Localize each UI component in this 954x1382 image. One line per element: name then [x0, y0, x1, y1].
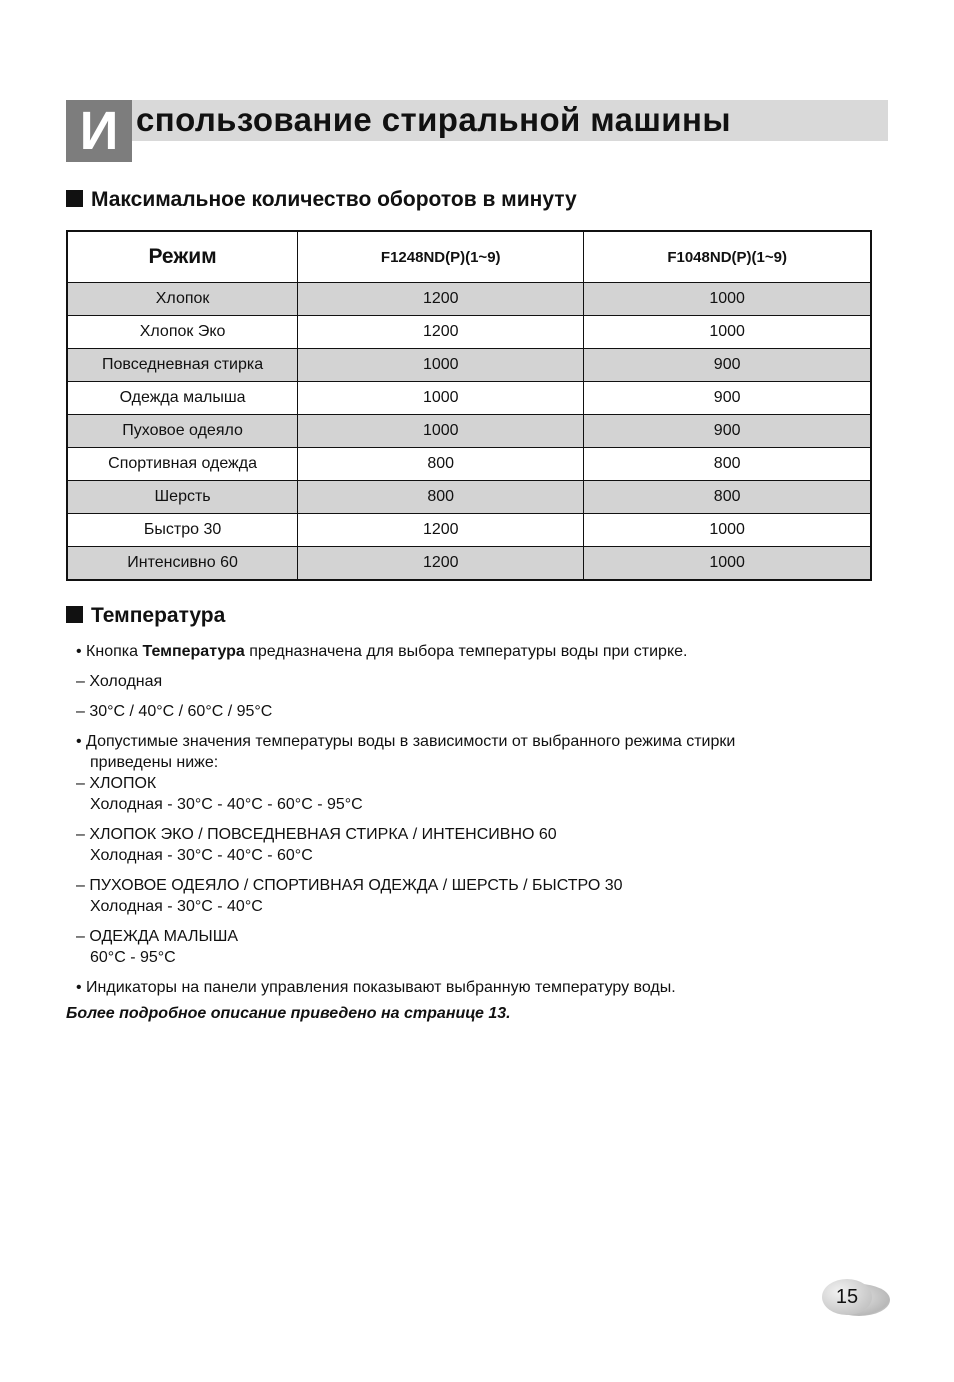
table-row	[67, 514, 871, 547]
rpm-cell: 1000	[298, 382, 584, 415]
rpm-cell: 1200	[298, 316, 584, 349]
rpm-heading-text: Максимальное количество оборотов в минуту	[91, 188, 577, 211]
table-row	[67, 481, 871, 514]
temperature-heading-text: Температура	[91, 604, 226, 627]
rpm-cell: 900	[584, 349, 871, 382]
square-bullet-icon	[66, 606, 83, 623]
mode-cell: Быстро 30	[143, 521, 222, 538]
group-values: 60°C - 95°C	[90, 949, 176, 966]
bullet1-bold: Температура	[142, 643, 245, 660]
mode-cell: Интенсивно 60	[127, 554, 238, 571]
bullet1-post: предназначена для выбора температуры воды при стирке.	[244, 643, 688, 660]
rpm-cell: 800	[298, 481, 584, 514]
bullet-allowed-values: • Допустимые значения температуры воды в зависимости от выбранного режима стирки	[76, 733, 736, 750]
table-row	[67, 547, 871, 581]
table-row	[67, 415, 871, 448]
rpm-cell: 1000	[584, 316, 871, 349]
group-name: – ОДЕЖДА МАЛЫША	[76, 928, 239, 945]
mode-cell: Одежда малыша	[119, 389, 246, 406]
column-header-model-1: F1248ND(P)(1~9)	[298, 231, 584, 283]
option-temperatures: – 30°C / 40°C / 60°C / 95°C	[76, 703, 273, 720]
mode-cell: Шерсть	[154, 488, 211, 505]
rpm-cell: 800	[584, 481, 871, 514]
rpm-cell: 1000	[584, 514, 871, 547]
mode-cell: Пуховое одеяло	[122, 422, 243, 439]
mode-cell: Хлопок Эко	[139, 323, 226, 340]
group-name: – ХЛОПОК	[76, 775, 157, 792]
rpm-cell: 1200	[298, 283, 584, 316]
rpm-cell: 1200	[298, 514, 584, 547]
column-header-mode: Режим	[67, 231, 298, 283]
group-values: Холодная - 30°C - 40°C	[90, 898, 263, 915]
table-row	[67, 448, 871, 481]
rpm-section-heading	[66, 188, 577, 212]
group-values: Холодная - 30°C - 40°C - 60°C	[90, 847, 313, 864]
bullet-indicators: • Индикаторы на панели управления показывают выбранную температуру воды.	[76, 979, 676, 996]
group-values: Холодная - 30°C - 40°C - 60°C - 95°C	[90, 796, 363, 813]
bullet-temperature-button	[76, 641, 687, 662]
page-number: 15	[822, 1279, 872, 1315]
footnote-see-page: Более подробное описание приведено на странице 13.	[66, 1005, 511, 1022]
rpm-cell: 1000	[298, 349, 584, 382]
temperature-section-heading	[66, 604, 225, 628]
table-row	[67, 349, 871, 382]
table-row	[67, 382, 871, 415]
table-header-row	[67, 231, 871, 283]
group-name: – ХЛОПОК ЭКО / ПОВСЕДНЕВНАЯ СТИРКА / ИНТЕНСИВНО 60	[76, 826, 557, 843]
title-text: спользование стиральной машины	[136, 101, 731, 138]
rpm-table	[66, 230, 872, 581]
rpm-cell: 900	[584, 382, 871, 415]
table-row	[67, 283, 871, 316]
rpm-cell: 1000	[584, 547, 871, 581]
square-bullet-icon	[66, 190, 83, 207]
mode-cell: Спортивная одежда	[108, 455, 257, 472]
page-number-badge	[822, 1279, 890, 1317]
rpm-cell: 1200	[298, 547, 584, 581]
bullet1-pre: • Кнопка	[76, 643, 143, 660]
title-initial-letter: И	[66, 100, 132, 162]
bullet-allowed-values-cont: приведены ниже:	[90, 754, 219, 771]
option-cold: – Холодная	[76, 673, 163, 690]
rpm-cell: 800	[298, 448, 584, 481]
table-row	[67, 316, 871, 349]
column-header-model-2: F1048ND(P)(1~9)	[584, 231, 871, 283]
group-name: – ПУХОВОЕ ОДЕЯЛО / СПОРТИВНАЯ ОДЕЖДА / ШЕРСТЬ / БЫСТРО 30	[76, 877, 623, 894]
rpm-cell: 1000	[584, 283, 871, 316]
page-title	[66, 100, 888, 162]
rpm-cell: 800	[584, 448, 871, 481]
rpm-cell: 900	[584, 415, 871, 448]
mode-cell: Хлопок	[155, 290, 210, 307]
rpm-cell: 1000	[298, 415, 584, 448]
mode-cell: Повседневная стирка	[102, 356, 264, 373]
